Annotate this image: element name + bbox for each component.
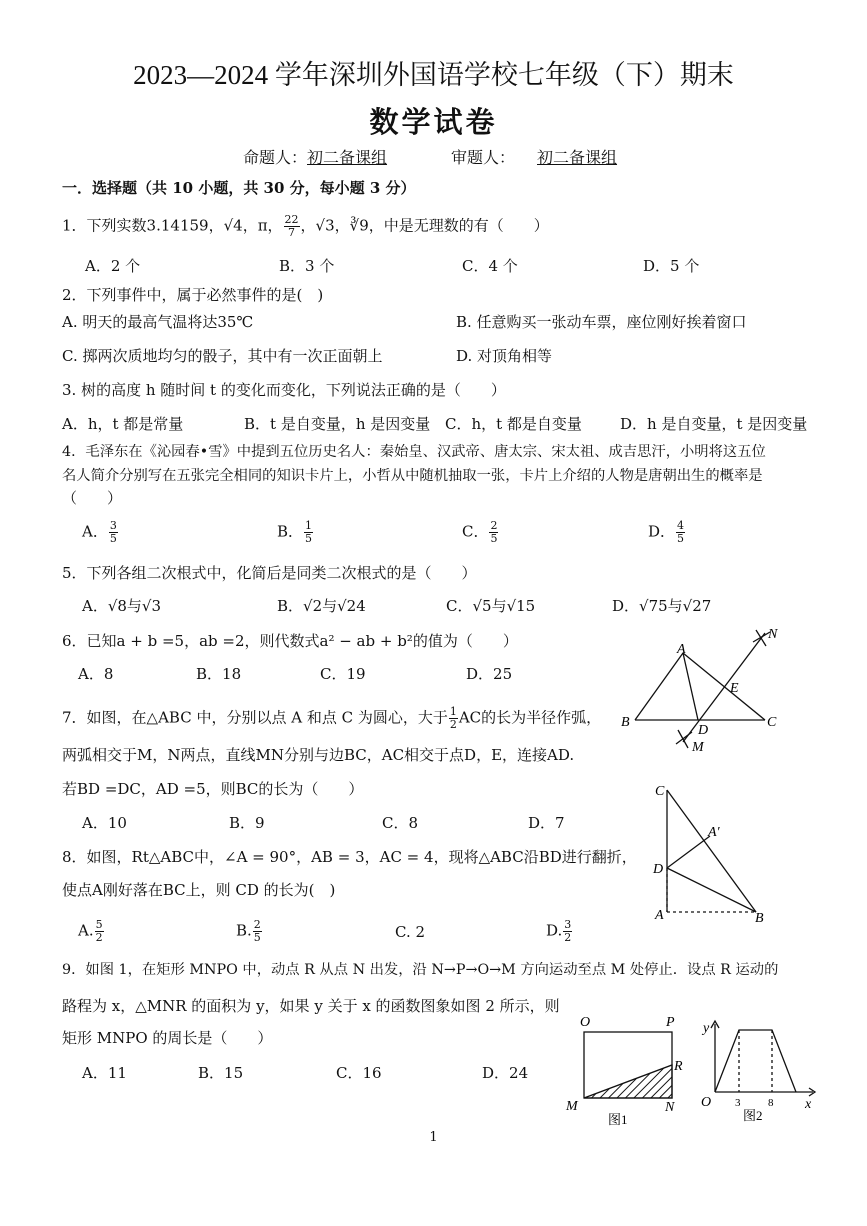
q7-side-ab [635,653,683,720]
q3-option-d: D．h 是自变量，t 是因变量 [620,415,808,433]
q7-label-d: D [698,723,709,738]
q8-label-b: B [755,911,764,926]
q8-side-cb [667,790,756,912]
q4-option-d [648,520,686,545]
q5-option-d: D．√75与√27 [612,597,712,615]
q7-line-1a: 7．如图，在△ABC 中，分别以点 A 和点 C 为圆心，大于 [62,708,448,727]
q9-line-3: 矩形 MNPO 的周长是（ ） [62,1029,273,1047]
q4-option-c [462,520,499,545]
q7-label-m: M [692,740,704,755]
page-subtitle: 数学试卷 [369,105,498,139]
q8-label-c: C [655,784,665,799]
q8-b-label: B. [236,921,252,940]
q3-option-c: C．h，t 都是自变量 [445,415,582,433]
q1-option-d: D．5 个 [643,257,700,275]
q4-line-3: （ ） [62,489,123,507]
q7-label-a: A [677,642,686,657]
q8-figure [645,776,775,926]
q9-x-label: x [805,1097,812,1112]
q7-label-e: E [730,681,739,696]
q9-caption-2: 图2 [743,1108,763,1123]
q4-b-den: 5 [305,532,313,545]
q9-label-n: N [665,1100,675,1115]
q6-option-a: A．8 [78,665,114,683]
q4-b-label: B． [277,522,304,541]
q1-stem [62,214,549,239]
q4-d-num: 4 [677,519,685,532]
q7-figure [600,620,800,760]
q7-line-1b: AC的长为半径作弧， [458,708,602,727]
q7-option-d: D．7 [528,814,565,832]
q2-option-a: A. 明天的最高气温将达35℃ [62,313,254,331]
q7-label-b: B [621,715,630,730]
page-number: 1 [429,1130,438,1145]
q7-label-n: N [768,627,778,642]
reviewer-label: 审题人： [451,148,516,167]
q8-label-a: A [655,908,664,923]
q1-cbrt9: ∛9 [349,216,369,235]
q4-line-1: 4．毛泽东在《沁园春•雪》中提到五位历史名人：秦始皇、汉武帝、唐太宗、宋太祖、成吉思汗，小明将这五位 [62,444,766,460]
q9-line-1: 9．如图 1，在矩形 MNPO 中，动点 R 从点 N 出发，沿 N→P→O→M 方向运动至点 M 处停止．设点 R 运动的 [62,962,779,978]
q1-stem-a: 1．下列实数3.14159， [62,216,224,235]
q8-b-den: 5 [253,931,261,944]
q1-sqrt3: ，√3， [300,216,350,235]
q9-figure-2 [695,1018,825,1128]
q9-option-c: C．16 [336,1064,382,1082]
q8-label-a1: A′ [708,825,720,840]
q6-option-d: D．25 [466,665,513,683]
q9-caption-1: 图1 [608,1112,628,1127]
q3-option-b: B．t 是自变量，h 是因变量 [244,415,431,433]
q9-label-m: M [566,1099,578,1114]
q9-origin-label: O [701,1095,712,1110]
q7-label-c: C [767,715,777,730]
q9-line-2: 路程为 x，△MNR 的面积为 y，如果 y 关于 x 的函数图象如图 2 所示，则 [62,997,560,1015]
q1-fraction [284,214,300,239]
q9-tick-8: 8 [768,1097,774,1109]
q8-label-d: D [653,862,664,877]
q9-option-a: A．11 [82,1064,127,1082]
q2-stem: 2．下列事件中，属于必然事件的是( ) [62,286,324,304]
q8-a-label: A. [78,921,94,940]
q9-triangle-mnr [584,1065,672,1098]
q4-d-den: 5 [677,532,685,545]
q9-option-d: D．24 [482,1064,529,1082]
q7-option-a: A．10 [82,814,127,832]
author-name: 初二备课组 [307,148,388,167]
q8-d-frac [563,919,572,944]
q4-b-num: 1 [305,519,313,532]
q2-option-c: C. 掷两次质地均匀的骰子，其中有一次正面朝上 [62,347,383,365]
q8-line-1: 8．如图，Rt△ABC中，∠A = 90°，AB = 3，AC = 4，现将△ABC沿BD进行翻折， [62,848,637,866]
q1-option-c: C．4 个 [462,257,518,275]
q4-option-b [277,520,314,545]
q4-c-num: 2 [490,519,498,532]
q3-stem: 3. 树的高度 h 随时间 t 的变化而变化，下列说法正确的是（ ） [62,381,506,399]
q2-option-b: B. 任意购买一张动车票，座位刚好挨着窗口 [456,313,747,331]
q4-a-den: 5 [109,532,117,545]
q8-d-label: D. [546,921,563,940]
q9-option-b: B．15 [198,1064,244,1082]
q4-d-frac [676,520,685,545]
q8-d-num: 3 [564,918,572,931]
author-label: 命题人： [243,148,308,167]
q1-option-b: B．3 个 [279,257,335,275]
q7-option-c: C．8 [382,814,419,832]
q6-option-c: C．19 [320,665,366,683]
q5-option-c: C．√5与√15 [446,597,536,615]
q9-graph-line [715,1030,796,1092]
q4-line-2: 名人简介分别写在五张完全相同的知识卡片上，小哲从中随机抽取一张，卡片上介绍的人物是唐朝出生的概率是 [62,468,763,484]
q7-fraction [449,706,458,731]
reviewer-name: 初二备课组 [537,148,618,167]
q8-option-d [546,919,573,944]
q1-option-a: A．2 个 [85,257,141,275]
q8-segment-da1 [667,836,710,868]
q5-option-a: A．√8与√3 [82,597,162,615]
q3-option-a: A．h，t 都是常量 [62,415,184,433]
q7-line-3: 若BD =DC，AD =5，则BC的长为（ ） [62,780,364,798]
q9-label-o: O [580,1015,591,1030]
q7-line-2: 两弧相交于M，N两点，直线MN分别与边BC，AC相交于点D，E，连接AD. [62,746,575,764]
q6-stem: 6．已知a + b =5，ab =2，则代数式a² − ab + b²的值为（ ） [62,632,518,650]
q8-option-a [78,919,105,944]
q9-tick-3: 3 [735,1097,741,1109]
q8-a-den: 2 [95,931,103,944]
q2-option-d: D. 对顶角相等 [456,347,553,365]
q4-a-label: A． [82,522,108,541]
q1-stem-b: ，中是无理数的有（ ） [368,216,549,235]
q6-option-b: B．18 [196,665,242,683]
q9-label-p: P [666,1015,675,1030]
q1-frac-den: 7 [288,226,296,239]
q4-d-label: D． [648,522,676,541]
q5-stem: 5．下列各组二次根式中，化简后是同类二次根式的是（ ） [62,564,477,582]
q4-a-num: 3 [109,519,117,532]
q8-option-c: C. 2 [395,923,426,941]
section-title: 一．选择题（共 10 小题，共 30 分，每小题 3 分） [62,179,416,197]
q8-b-num: 2 [253,918,261,931]
q4-c-frac [489,520,498,545]
q4-a-frac [109,520,118,545]
q4-c-label: C． [462,522,489,541]
q8-a-num: 5 [95,918,103,931]
q4-b-frac [304,520,313,545]
q7-option-b: B．9 [229,814,265,832]
q7-frac-num: 1 [449,705,457,718]
reviewer-line [451,148,617,168]
page-title: 2023—2024 学年深圳外国语学校七年级（下）期末 [133,60,734,90]
q1-sqrt4: √4 [223,216,243,235]
q8-option-b [236,919,263,944]
q8-b-frac [253,919,262,944]
q9-y-label: y [703,1021,710,1036]
q8-a-frac [95,919,104,944]
q4-c-den: 5 [490,532,498,545]
q7-line-mn [683,633,765,742]
q5-option-b: B．√2与√24 [277,597,366,615]
q8-d-den: 2 [564,931,572,944]
q1-pi: ，π， [242,216,283,235]
q4-option-a [82,520,119,545]
q8-line-2: 使点A刚好落在BC上，则 CD 的长为( ) [62,881,336,899]
q9-figure-1 [560,1010,695,1128]
q1-frac-num: 22 [284,213,299,226]
q7-frac-den: 2 [449,718,457,731]
q7-line-1 [62,706,601,731]
q9-label-r: R [674,1059,683,1074]
q8-segment-db [667,868,756,912]
author-line [243,148,387,168]
